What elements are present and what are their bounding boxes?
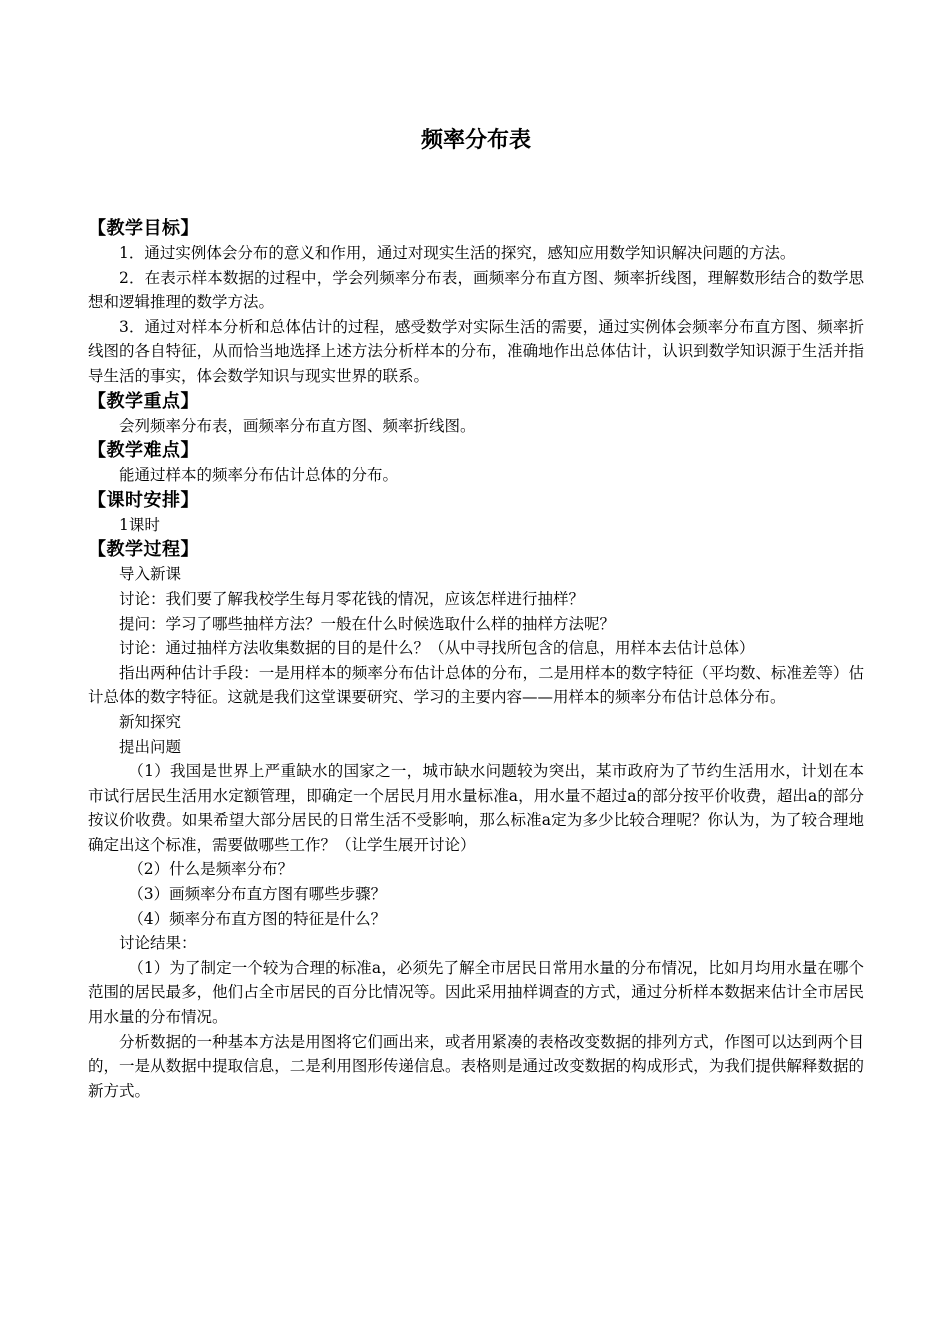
paragraph: 指出两种估计手段：一是用样本的频率分布估计总体的分布，二是用样本的数字特征（平均数、标准差等）估计总体的数字特征。这就是我们这堂课要研究、学习的主要内容——用样本的频率分布估计总体分布。 <box>88 663 864 707</box>
paragraph: 会列频率分布表，画频率分布直方图、频率折线图。 <box>119 416 476 435</box>
document-body <box>88 216 864 1103</box>
paragraph: 2．在表示样本数据的过程中，学会列频率分布表，画频率分布直方图、频率折线图，理解数形结合的数学思想和逻辑推理的数学方法。 <box>88 268 864 312</box>
paragraph: 提出问题 <box>119 737 182 756</box>
section-heading-difficulties: 【教学难点】 <box>88 440 199 462</box>
paragraph: 1．通过实例体会分布的意义和作用，通过对现实生活的探究，感知应用数学知识解决问题的方法。 <box>119 244 796 262</box>
paragraph: 分析数据的一种基本方法是用图将它们画出来，或者用紧凑的表格改变数据的排列方式，作图可以达到两个目的，一是从数据中提取信息，二是利用图形传递信息。表格则是通过改变数据的构成形式，为我们提供解释数据的新方式。 <box>88 1032 864 1100</box>
paragraph: 导入新课 <box>119 565 182 584</box>
section-heading-objectives: 【教学目标】 <box>88 218 199 239</box>
paragraph: 1课时 <box>119 515 160 534</box>
paragraph: 能通过样本的频率分布估计总体的分布。 <box>119 466 399 485</box>
paragraph: 讨论结果： <box>119 934 197 953</box>
paragraph: 新知探究 <box>119 712 182 731</box>
paragraph: 讨论：通过抽样方法收集数据的目的是什么？（从中寻找所包含的信息，用样本去估计总体） <box>119 639 755 658</box>
paragraph: 提问：学习了哪些抽样方法？一般在什么时候选取什么样的抽样方法呢？ <box>119 614 616 633</box>
paragraph: （1）为了制定一个较为合理的标准a，必须先了解全市居民日常用水量的分布情况，比如月均用水量在哪个范围的居民最多，他们占全市居民的百分比情况等。因此采用抽样调查的方式，通过分析样本数据来估计全市居民用水量的分布情况。 <box>88 958 864 1027</box>
section-heading-key-points: 【教学重点】 <box>88 390 199 412</box>
paragraph: （2）什么是频率分布？ <box>128 860 294 879</box>
paragraph: （1）我国是世界上严重缺水的国家之一，城市缺水问题较为突出，某市政府为了节约生活用水，计划在本市试行居民生活用水定额管理，即确定一个居民月用水量标准a，用水量不超过a的部分按平价收费，超出a的部分按议价收费。如果希望大部分居民的日常生活不受影响，那么标准a定为多少比较合理呢？你认为，为了较合理地确定出这个标准，需要做哪些工作？（让学生展开讨论） <box>88 762 864 854</box>
section-heading-schedule: 【课时安排】 <box>88 489 199 511</box>
paragraph: 3．通过对样本分析和总体估计的过程，感受数学对实际生活的需要，通过实例体会频率分布直方图、频率折线图的各自特征，从而恰当地选择上述方法分析样本的分布，准确地作出总体估计，认识到数学知识源于生活并指导生活的事实，体会数学知识与现实世界的联系。 <box>88 317 864 385</box>
section-heading-process: 【教学过程】 <box>88 539 199 561</box>
paragraph: （3）画频率分布直方图有哪些步骤？ <box>128 885 387 904</box>
paragraph: 讨论：我们要了解我校学生每月零花钱的情况，应该怎样进行抽样？ <box>119 589 585 608</box>
paragraph: （4）频率分布直方图的特征是什么？ <box>128 909 387 928</box>
document-title: 频率分布表 <box>420 128 531 153</box>
